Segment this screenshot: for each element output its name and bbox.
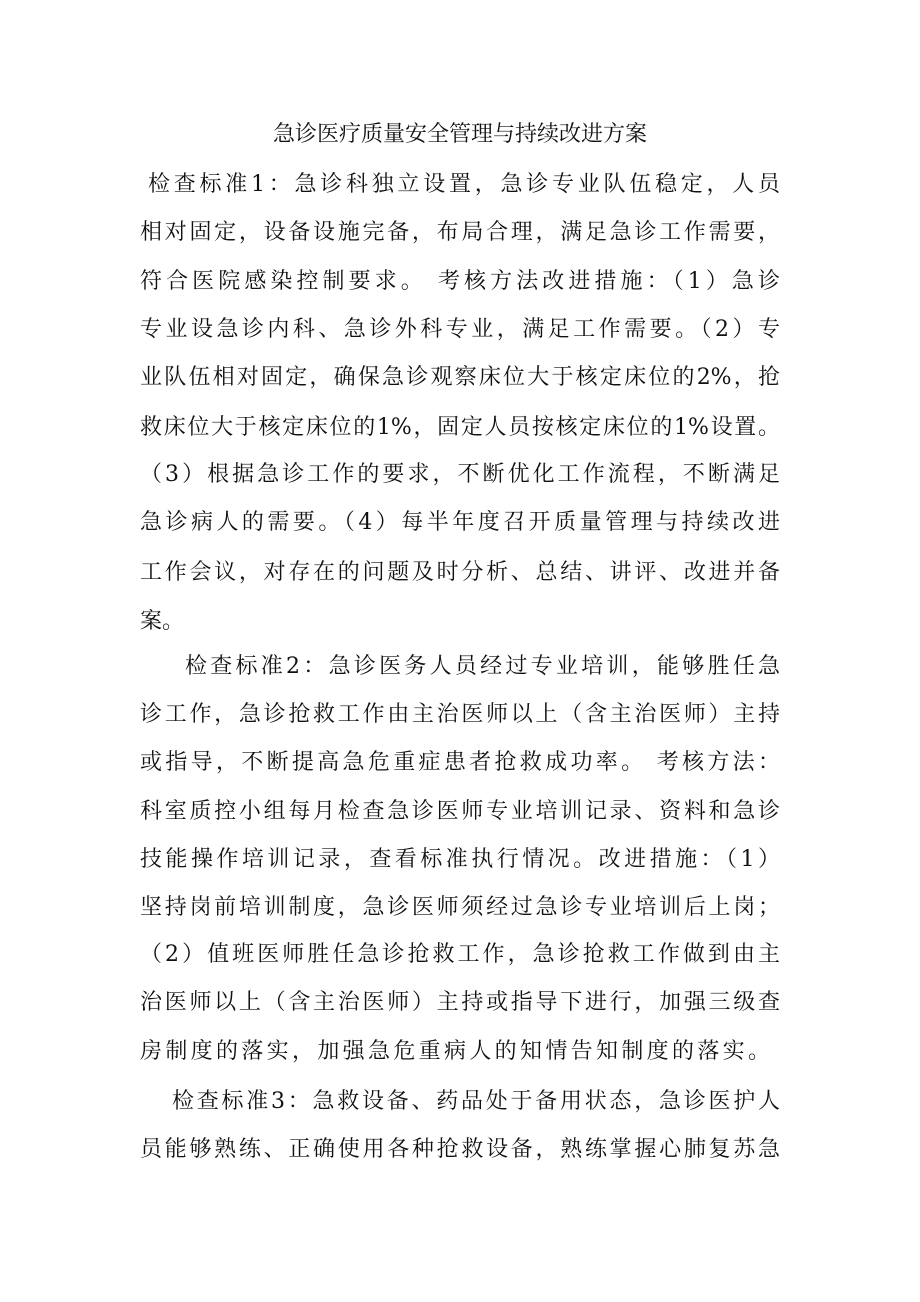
text-line: 检查标准2：急诊医务人员经过专业培训，能够胜任急: [185, 654, 780, 679]
text-line: 检查标准3：急救设备、药品处于备用状态，急诊医护人: [172, 1089, 780, 1114]
text-line: 技能操作培训记录，查看标准执行情况。改进措施：（1）: [140, 847, 780, 872]
text-line: 诊工作，急诊抢救工作由主治医师以上（含主治医师）主持: [140, 702, 780, 727]
text-line: 急诊病人的需要。（4）每半年度召开质量管理与持续改进: [140, 510, 780, 535]
text-line: （2）值班医师胜任急诊抢救工作，急诊抢救工作做到由主: [140, 942, 780, 967]
text-line: （3）根据急诊工作的要求，不断优化工作流程，不断满足: [140, 462, 780, 487]
text-line: 救床位大于核定床位的1%，固定人员按核定床位的1%设置。: [140, 415, 780, 440]
text-line: 专业设急诊内科、急诊外科专业，满足工作需要。（2）专: [140, 317, 780, 342]
text-line: 相对固定，设备设施完备，布局合理，满足急诊工作需要，: [140, 220, 780, 245]
text-line: 业队伍相对固定，确保急诊观察床位大于核定床位的2%，抢: [140, 365, 780, 390]
document-title: 急诊医疗质量安全管理与持续改进方案: [272, 122, 647, 147]
text-line: 科室质控小组每月检查急诊医师专业培训记录、资料和急诊: [140, 799, 780, 824]
text-line: 员能够熟练、正确使用各种抢救设备，熟练掌握心肺复苏急: [140, 1137, 780, 1162]
text-line: 治医师以上（含主治医师）主持或指导下进行，加强三级查: [140, 990, 780, 1015]
text-line: 或指导，不断提高急危重症患者抢救成功率。 考核方法：: [140, 750, 780, 775]
text-line: 检查标准1：急诊科独立设置，急诊专业队伍稳定，人员: [148, 172, 780, 197]
text-line: 案。: [140, 609, 185, 634]
text-line: 坚持岗前培训制度，急诊医师须经过急诊专业培训后上岗；: [140, 895, 780, 920]
text-line: 工作会议，对存在的问题及时分析、总结、讲评、改进并备: [140, 560, 780, 585]
text-line: 房制度的落实，加强急危重病人的知情告知制度的落实。: [140, 1039, 770, 1064]
text-line: 符合医院感染控制要求。 考核方法改进措施：（1）急诊: [140, 269, 780, 294]
